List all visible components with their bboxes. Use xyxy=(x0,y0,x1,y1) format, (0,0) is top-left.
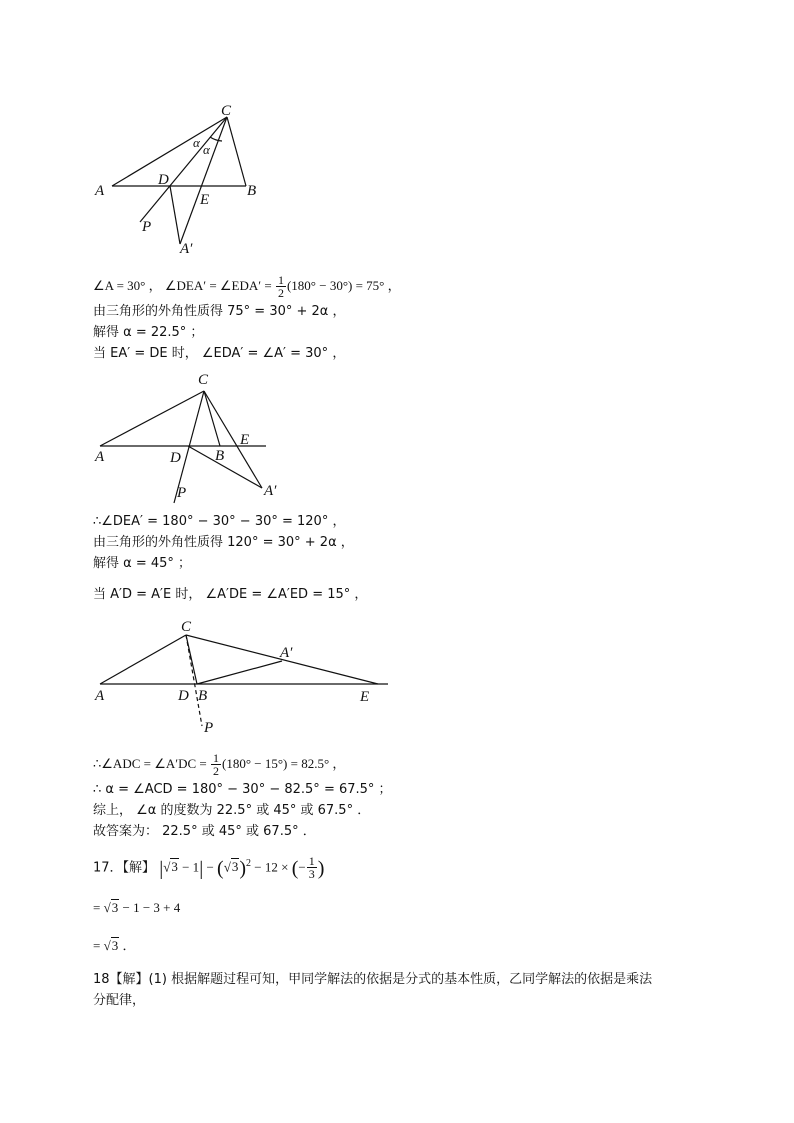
line-5: ∴∠DEA′ = 180° − 30° − 30° = 120° ， xyxy=(93,514,346,529)
label-C: C xyxy=(198,372,209,388)
line-8: 当 A′D = A′E 时， ∠A′DE = ∠A′ED = 15° ， xyxy=(93,587,368,602)
paren-right-2: ) xyxy=(317,857,325,880)
figure-3 xyxy=(90,614,400,744)
seg-CB xyxy=(204,391,220,446)
seg-DA-prime xyxy=(188,446,262,488)
angle-arc xyxy=(210,137,222,141)
label-D: D xyxy=(178,688,189,704)
paren-right: ) xyxy=(239,857,247,880)
eq-1-a: ∠A = 30° ， ∠DEA′ = ∠EDA′ = xyxy=(93,278,275,293)
eq-15-rest: ． xyxy=(119,938,136,953)
label-D: D xyxy=(158,172,169,188)
equals: = xyxy=(93,938,104,953)
exponent: 2 xyxy=(246,858,252,869)
frac-den: 2 xyxy=(277,286,284,300)
sqrt-3-c: √3 xyxy=(103,900,119,915)
seg-BA-prime xyxy=(197,661,282,684)
line-16: 18【解】(1) 根据解题过程可知，甲同学解法的依据是分式的基本性质，乙同学解法的依据是乘法 xyxy=(93,972,653,987)
seg-AC xyxy=(100,391,204,446)
label-E: E xyxy=(200,192,210,208)
seg-CA-prime xyxy=(180,117,227,244)
label-E: E xyxy=(360,689,370,705)
label-A: A xyxy=(95,688,105,704)
eq-9-b: (180° − 15°) = 82.5° ， xyxy=(221,756,346,771)
label-D: D xyxy=(170,450,181,466)
figure-2 xyxy=(90,368,290,508)
radicand: 3 xyxy=(111,938,119,953)
frac-den: 3 xyxy=(308,867,315,882)
figure-3-svg xyxy=(90,614,400,744)
line-3: 解得 α = 22.5° ； xyxy=(93,325,204,340)
fraction-third xyxy=(307,855,317,880)
label-A-prime: A′ xyxy=(264,483,277,499)
paren-left: ( xyxy=(217,857,224,880)
fraction-half-2 xyxy=(211,752,221,777)
frac-num: 1 xyxy=(212,751,219,765)
line-15 xyxy=(93,938,136,955)
label-B: B xyxy=(215,448,225,464)
radicand: 3 xyxy=(111,900,119,915)
label-C: C xyxy=(221,103,232,119)
sqrt-3-b: √3 xyxy=(223,859,239,875)
figure-2-svg xyxy=(90,368,290,508)
label-alpha-2: α xyxy=(203,142,210,157)
times-twelve: − 12 × xyxy=(251,859,292,875)
negative-sign: − xyxy=(298,859,306,875)
eq-9-a: ∴∠ADC = ∠A′DC = xyxy=(93,756,210,771)
equals: = xyxy=(93,900,104,915)
fraction-half-1 xyxy=(276,274,286,299)
line-12: 故答案为： 22.5° 或 45° 或 67.5° ． xyxy=(93,824,316,839)
line-1 xyxy=(93,274,401,299)
line-17: 分配律， xyxy=(93,993,146,1008)
label-alpha-1: α xyxy=(193,135,200,150)
line-14 xyxy=(93,900,180,917)
sqrt-3-d: √3 xyxy=(103,938,119,953)
radicand: 3 xyxy=(171,859,178,875)
radicand: 3 xyxy=(231,859,239,875)
label-A-prime: A′ xyxy=(180,241,193,257)
line-9 xyxy=(93,752,345,777)
label-C: C xyxy=(181,619,192,635)
figure-1 xyxy=(90,100,280,258)
line-11: 综上， ∠α 的度数为 22.5° 或 45° 或 67.5° ． xyxy=(93,803,371,818)
paren-left-2: ( xyxy=(291,857,299,880)
line-7: 解得 α = 45° ； xyxy=(93,556,192,571)
figure-1-svg xyxy=(90,100,280,258)
abs-right: | xyxy=(199,857,204,880)
seg-CA-prime xyxy=(204,391,262,488)
eq-14-rest: − 1 − 3 + 4 xyxy=(119,900,181,915)
seg-AC xyxy=(100,635,186,684)
label-B: B xyxy=(198,688,208,704)
line-10: ∴ α = ∠ACD = 180° − 30° − 82.5° = 67.5° ； xyxy=(93,782,392,797)
problem-17-label: 17．【解】 xyxy=(93,860,160,876)
eq-1-b: (180° − 30°) = 75° ， xyxy=(286,278,401,293)
label-A: A xyxy=(95,449,105,465)
label-P: P xyxy=(142,219,152,235)
label-B: B xyxy=(247,183,257,199)
line-6: 由三角形的外角性质得 120° = 30° + 2α ， xyxy=(93,535,354,550)
seg-CB xyxy=(227,117,246,186)
label-P: P xyxy=(204,720,214,736)
sqrt-3-a: √3 xyxy=(163,859,178,875)
seg-DA-prime xyxy=(170,186,180,244)
line-13 xyxy=(93,852,324,880)
line-2: 由三角形的外角性质得 75° = 30° + 2α ， xyxy=(93,304,346,319)
seg-CP-dashed xyxy=(186,635,202,726)
frac-den: 2 xyxy=(212,764,219,778)
minus-one: − 1 xyxy=(178,859,200,875)
seg-CP xyxy=(140,117,227,222)
label-P: P xyxy=(177,485,187,501)
frac-num: 1 xyxy=(308,854,315,869)
abs-left: | xyxy=(159,857,164,880)
minus: − xyxy=(203,859,218,875)
line-4: 当 EA′ = DE 时， ∠EDA′ = ∠A′ = 30° ， xyxy=(93,346,346,361)
label-A-prime: A′ xyxy=(280,645,293,661)
label-E: E xyxy=(240,432,250,448)
frac-num: 1 xyxy=(277,273,284,287)
label-A: A xyxy=(95,183,105,199)
